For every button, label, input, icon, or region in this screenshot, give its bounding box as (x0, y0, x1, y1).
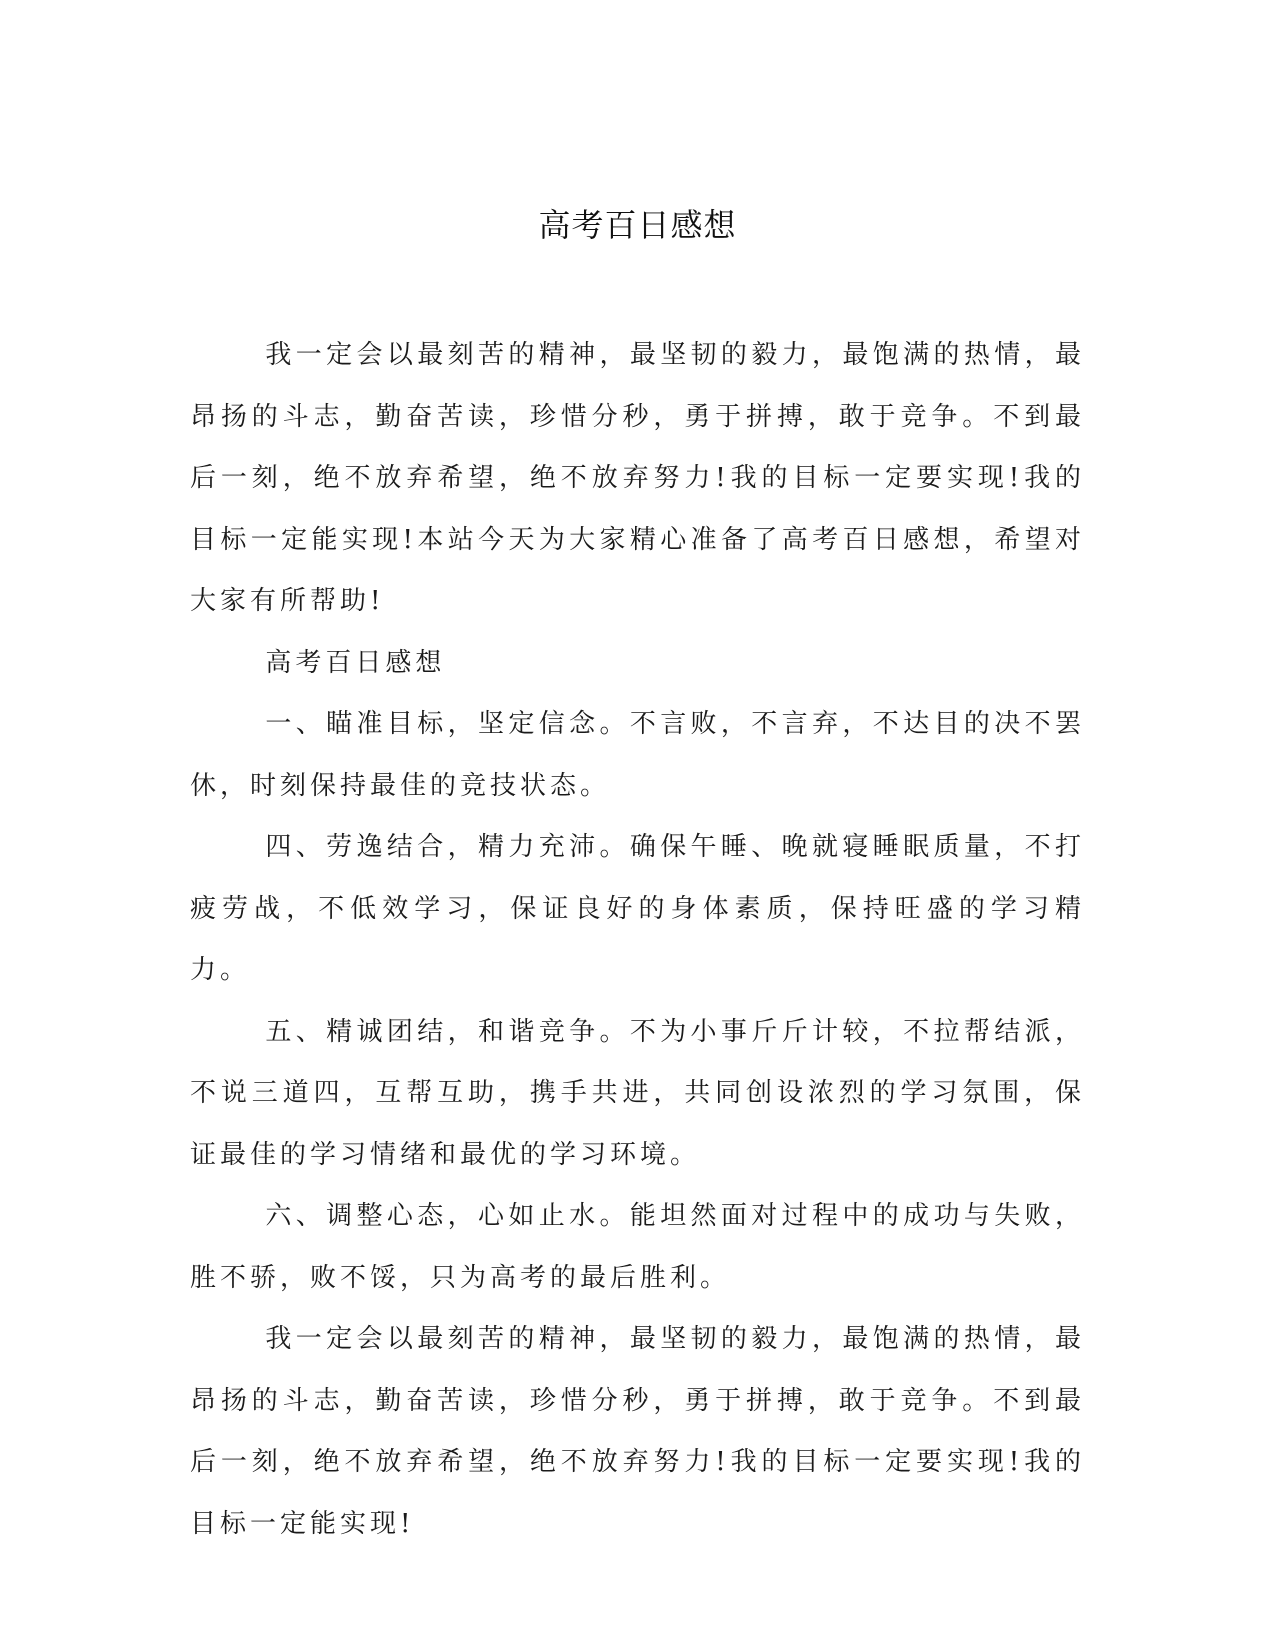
paragraph-conclusion: 我一定会以最刻苦的精神，最坚韧的毅力，最饱满的热情，最昂扬的斗志，勤奋苦读，珍惜分秒，勇于拼搏，敢于竞争。不到最后一刻，绝不放弃希望，绝不放弃努力!我的目标一定要实现!我的目标一定能实现! (190, 1324, 1085, 1539)
paragraph-point-four: 四、劳逸结合，精力充沛。确保午睡、晚就寝睡眠质量，不打疲劳战，不低效学习，保证良好的身体素质，保持旺盛的学习精力。 (190, 832, 1085, 985)
paragraph-point-five: 五、精诚团结，和谐竞争。不为小事斤斤计较，不拉帮结派，不说三道四，互帮互助，携手共进，共同创设浓烈的学习氛围，保证最佳的学习情绪和最优的学习环境。 (190, 1016, 1085, 1170)
document-title: 高考百日感想 (538, 206, 737, 244)
document-body (190, 325, 1085, 1555)
paragraph-intro: 我一定会以最刻苦的精神，最坚韧的毅力，最饱满的热情，最昂扬的斗志，勤奋苦读，珍惜分秒，勇于拼搏，敢于竞争。不到最后一刻，绝不放弃希望，绝不放弃努力!我的目标一定要实现!我的目标一定能实现!本站今天为大家精心准备了高考百日感想，希望对大家有所帮助! (190, 340, 1085, 616)
paragraph-point-six: 六、调整心态，心如止水。能坦然面对过程中的成功与失败，胜不骄，败不馁，只为高考的最后胜利。 (190, 1201, 1085, 1293)
paragraph-point-one: 一、瞄准目标，坚定信念。不言败，不言弃，不达目的决不罢休，时刻保持最佳的竞技状态。 (190, 709, 1085, 801)
paragraph-subtitle: 高考百日感想 (265, 647, 446, 678)
